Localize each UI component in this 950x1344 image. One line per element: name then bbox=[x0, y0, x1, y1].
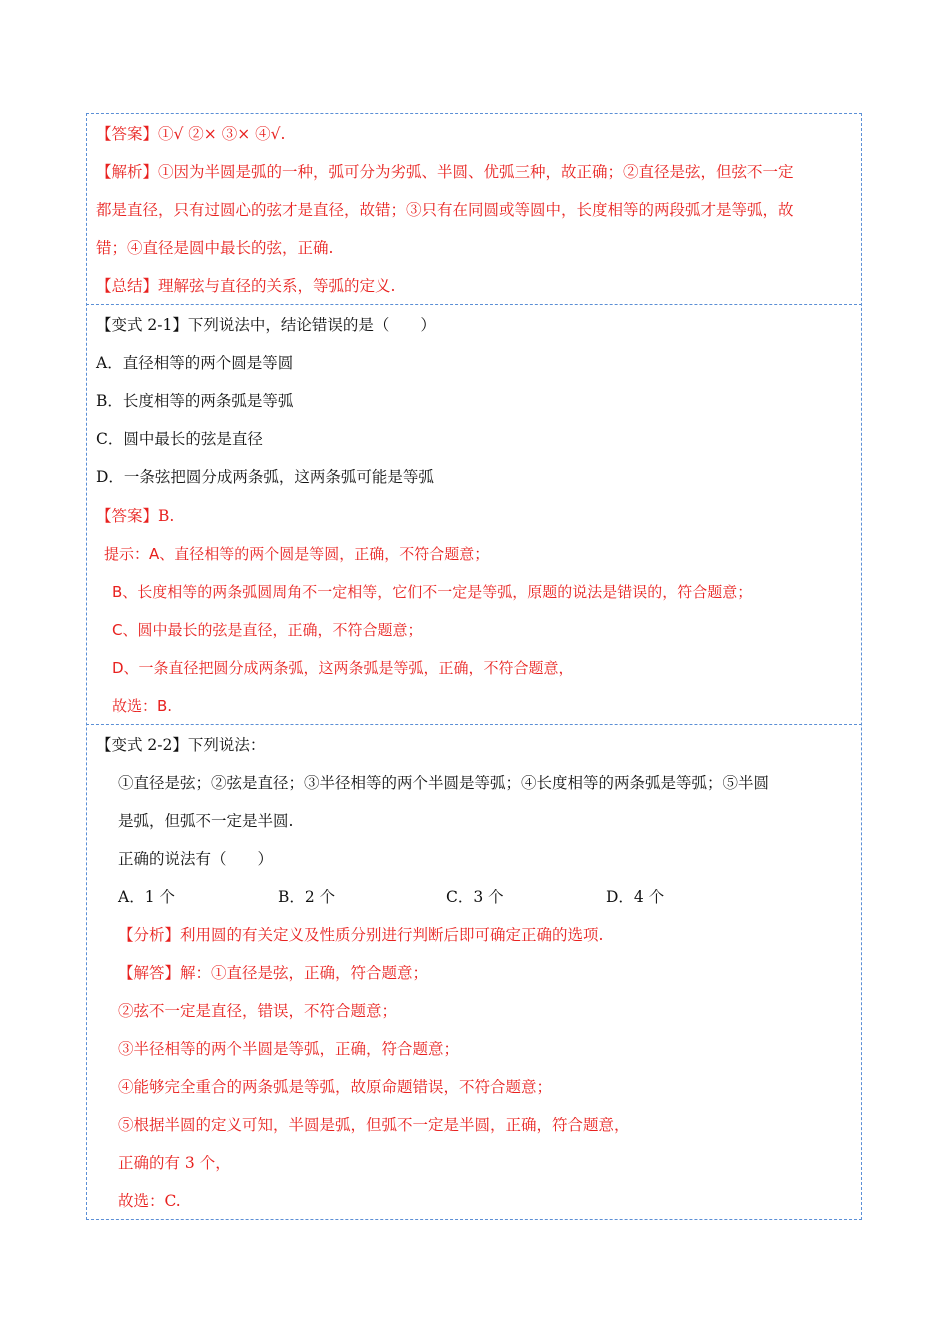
answer-line: 【答案】①√ ②× ③× ④√. bbox=[96, 125, 286, 143]
section-divider bbox=[86, 724, 862, 725]
analysis-line: 错；④直径是圆中最长的弦，正确. bbox=[96, 239, 334, 257]
analysis-line: 【解析】①因为半圆是弧的一种，弧可分为劣弧、半圆、优弧三种，故正确；②直径是弦，但弦不一定 bbox=[96, 163, 794, 181]
hint-line: B、长度相等的两条弧圆周角不一定相等，它们不一定是等弧，原题的说法是错误的，符合题意； bbox=[112, 583, 753, 601]
solution-line: ④能够完全重合的两条弧是等弧，故原命题错误，不符合题意； bbox=[118, 1078, 553, 1096]
option-c: C．3 个 bbox=[446, 888, 504, 906]
option-d: D．4 个 bbox=[606, 888, 665, 906]
choice-line: 故选：C. bbox=[118, 1192, 181, 1210]
option-b: B．长度相等的两条弧是等弧 bbox=[96, 392, 294, 410]
choice-line: 故选：B. bbox=[112, 697, 173, 715]
option-b: B．2 个 bbox=[278, 888, 336, 906]
option-a: A．1 个 bbox=[118, 888, 175, 906]
question-prompt: 正确的说法有（ ） bbox=[118, 850, 274, 868]
summary-line: 【总结】理解弦与直径的关系，等弧的定义. bbox=[96, 277, 396, 295]
solution-line: ②弦不一定是直径，错误，不符合题意； bbox=[118, 1002, 398, 1020]
option-c: C．圆中最长的弦是直径 bbox=[96, 430, 263, 448]
section-divider bbox=[86, 304, 862, 305]
solution-line: 【解答】解：①直径是弦，正确，符合题意； bbox=[118, 964, 429, 982]
solution-line: ③半径相等的两个半圆是等弧，正确，符合题意； bbox=[118, 1040, 460, 1058]
hint-line: 提示：A、直径相等的两个圆是等圆，正确，不符合题意； bbox=[104, 545, 490, 563]
answer-line: 【答案】B. bbox=[96, 507, 175, 525]
statement-line: ①直径是弦；②弦是直径；③半径相等的两个半圆是等弧；④长度相等的两条弧是等弧；⑤半圆 bbox=[118, 774, 770, 792]
analysis-line: 都是直径，只有过圆心的弦才是直径，故错；③只有在同圆或等圆中，长度相等的两段弧才是等弧，故 bbox=[96, 201, 794, 219]
count-line: 正确的有 3 个， bbox=[118, 1154, 231, 1172]
question-title: 【变式 2-1】下列说法中，结论错误的是（ ） bbox=[96, 316, 436, 334]
solution-line: ⑤根据半圆的定义可知，半圆是弧，但弧不一定是半圆，正确，符合题意， bbox=[118, 1116, 630, 1134]
statement-line: 是弧，但弧不一定是半圆. bbox=[118, 812, 294, 830]
hint-line: C、圆中最长的弦是直径，正确，不符合题意； bbox=[112, 621, 423, 639]
question-title: 【变式 2-2】下列说法： bbox=[96, 736, 266, 754]
analysis-line: 【分析】利用圆的有关定义及性质分别进行判断后即可确定正确的选项. bbox=[118, 926, 604, 944]
option-d: D．一条弦把圆分成两条弧，这两条弧可能是等弧 bbox=[96, 468, 434, 486]
hint-line: D、一条直径把圆分成两条弧，这两条弧是等弧，正确，不符合题意， bbox=[112, 659, 574, 677]
option-a: A．直径相等的两个圆是等圆 bbox=[96, 354, 294, 372]
